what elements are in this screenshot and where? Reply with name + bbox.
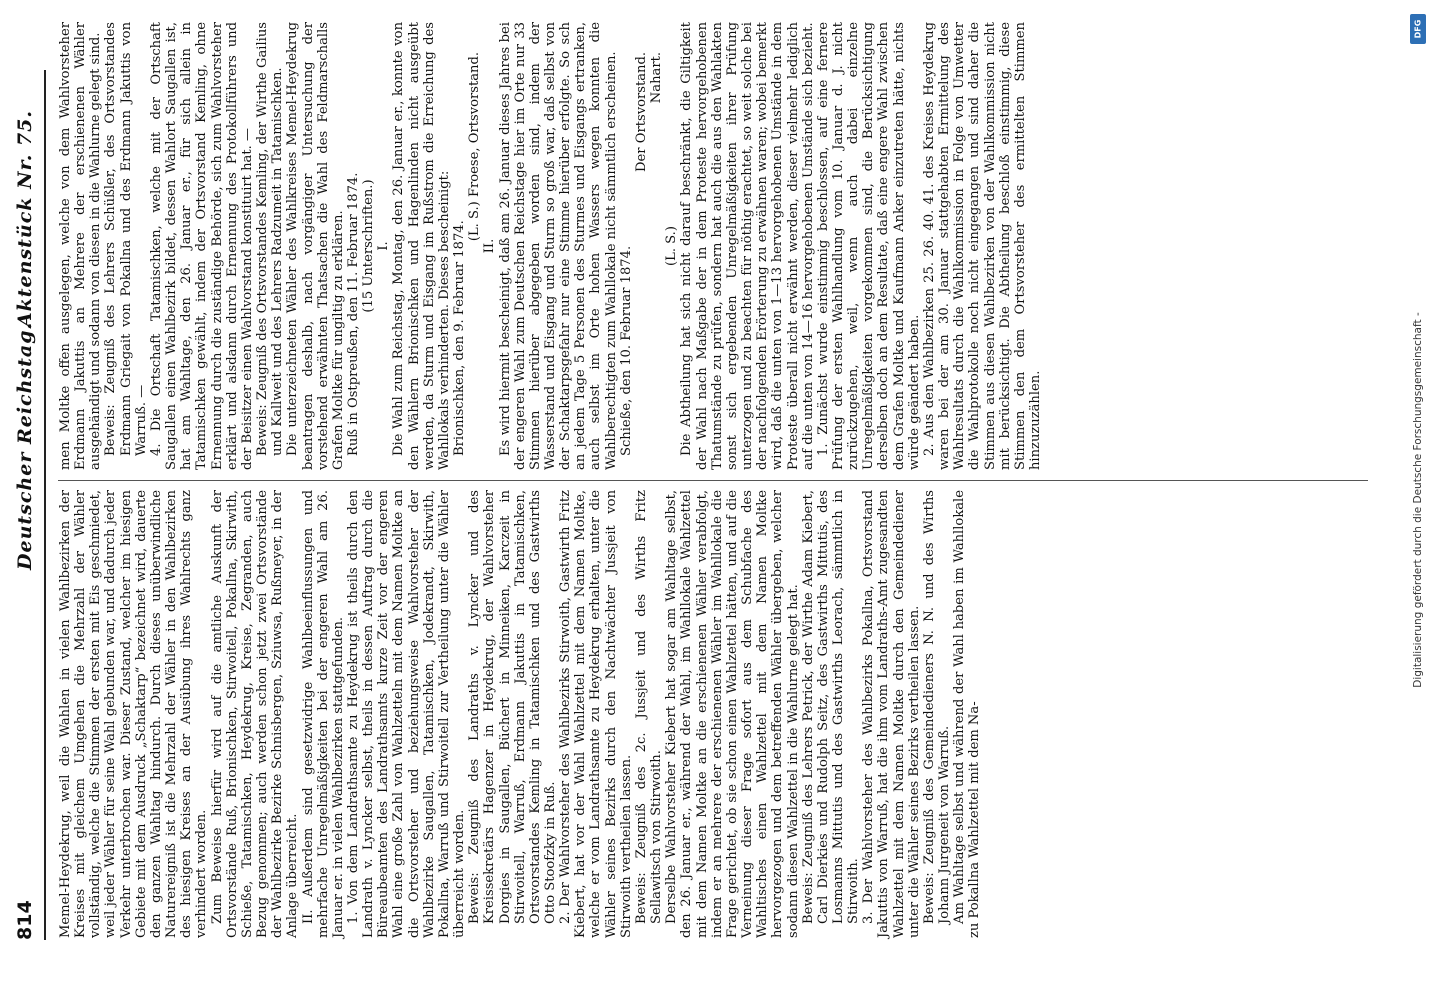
dfg-logo-text: DFG [1413,19,1423,39]
paragraph: Zum Beweise hierfür wird auf die amtliche Auskunft der Ortsvorstände Ruß, Brionischken, Stirwoitell, Pokallna, Skirwith, Schieße, Tatamischken, Heydekrug, Kreise, Zegranden, auch Bezug genommen; auch werden schon jetzt zwei Ortsvorstände der Wahlbezirke Bezirke Schnisbergen, Sziuwsa, Rußmeyer, in der Anlage überreicht. [209,490,301,938]
paragraph: Brionischken, den 9. Februar 1874. [452,220,468,456]
paragraph: Derselbe Wahlvorsteher Kiebert hat sogar am Wahltage selbst, den 26. Januar er., während der Wahl, im Wahllokale Wahlzettel mit dem Namen Moltke an die erschienenen Wähler verabfolgt, indem er an mehrere der erschienenen Wähler im Wahllokale die Frage gerichtet, ob sie schon einen Wahlzettel hätten, und auf die Verneinung dieser Frage sofort aus dem Schubfache des Wahltisches einen Wahlzettel mit dem Namen Moltke hervorgezogen und dem betreffenden Wähler übergeben, welcher sodann diesen Wahlzettel in die Wahlurne gelegt hat. [664,490,801,938]
paragraph: Die Abtheilung hat sich nicht darauf beschränkt, die Giltigkeit der Wahl nach Maßgabe der in dem Proteste hervorgehobenen Thatumstände zu prüfen, sondern hat auch die aus den Wahlakten sonst sich ergebenden Unregelmäßigkeiten ihrer Prüfung unterzogen und zu beachten für nöthig erachtet, so weit solche bei der nachfolgenden Erörterung zu erwähnen waren; wobei bemerkt wird, daß die unten von 1—13 hervorgehobenen Umstände in dem Proteste überall nicht erwähnt werden, dieser vielmehr lediglich auf die unten von 14—16 hervorgehobenen Umstände sich bezieht. [679,22,816,470]
proof-paragraph: Beweis: Zeugniß des Landraths v. Lyncker und des Kreissekretärs Hagenzer in Heydekrug, der Wahlvorsteher Dorgies in Saugallen, Büchert in Minneiken, Karczeit in Stirwoitell, Warruß, Erdmann Jakuttis in Tatamischken, Ortsvorstandes Kemling in Tatamischken und des Gastwirths Otto Stoofzky in Ruß. [467,490,558,924]
paragraph: II. Außerdem sind gesetzwidrige Wahlbeeinflussungen und mehrfache Unregelmäßigkeiten bei der engeren Wahl am 26. Januar er. in vielen Wahlbezirken stattgefunden. [300,490,346,938]
paragraph: 2. Aus den Wahlbezirken 25. 26. 40. 41. des Kreises Heydekrug waren bei der am 30. Januar stattgehabten Ermittelung des Wahlresultats durch die Wahlkommission in Folge von Umwetter die Wahlprotokolle noch nicht eingegangen und sind daher die Stimmen aus diesen Wahlbezirken von der Wahlkommission nicht mit berücksichtigt. Die Abtheilung beschloß einstimmig, diese Stimmen den dem Ortsvorsteher des ermittelten Stimmen hinzuzuzählen. [921,22,1043,470]
paragraph: Ruß in Ostpreußen, den 11. Februar 1874. [345,172,361,456]
signature-line: (L. S.) Froese, Ortsvorstand. [467,52,483,242]
running-title-left: Deutscher Reichstag. [14,321,36,570]
text-column-left [58,490,983,938]
paragraph: Die Wahl zum Reichstag, Montag, den 26. Januar er., konnte von den Wählern Brionischken und Hagenlinden nicht ausgeübt werden, da Sturm und Eisgang im Rußstrom die Erreichung des Wahllokals verhinderten. Dieses bescheinigt: [391,22,452,470]
signature-name: Nahart. [649,52,665,104]
section-numeral: I. [376,241,392,251]
paragraph: men Moltke offen ausgelegen, welche von dem Wahlvorsteher Erdmann Jakuttis an Mehrere der erschienenen Wähler ausgehändigt und sodann von diesen in die Wahlurne gelegt sind. [58,22,104,470]
section-numeral: II. [482,238,498,254]
proof-paragraph: Beweis: Zeugniß des Lehrers Schüßler, des Ortsvorstandes Erdmann Griegait von Pokallna und des Erdmann Jakuttis von Warruß. — [103,22,149,456]
column-divider [58,480,1368,481]
proof-paragraph: Beweis: Zeugniß des Ortsvorstandes Kemling, der Wirthe Gailius und Kallweit und des Lehrers Radzumeit in Tatamischken. [255,22,286,456]
signature-line: Der Ortsvorstand. [633,52,649,172]
paragraph: 1. Von dem Landrathsamte zu Heydekrug ist theils durch den Landrath v. Lyncker selbst, theils in dessen Auftrag durch die Büreaubeamten des Landrathsamts kurze Zeit vor der engeren Wahl eine große Zahl von Wahlzetteln mit dem Namen Moltke an die Ortsvorsteher und beziehungsweise Wahlvorsteher der Wahlbezirke Saugallen, Tatamischken, Jodekrandt, Skirwith, Pokallna, Warruß und Stirwoitell zur Vertheilung unter die Wähler überreicht worden. [345,490,468,938]
watermark-text: Digitalisierung gefördert durch die Deutsche Forschungsgemeinschaft - [1412,312,1424,688]
paragraph: 1. Zunächst wurde einstimmig beschlossen, auf eine fernere Prüfung der ersten Wahlhandlung vom 10. Januar d. J. nicht zurückzugehen, weil, wenn auch dabei einzelne Unregelmäßigkeiten vorgekommen sind, die Berücksichtigung derselben doch an dem Resultate, daß eine engere Wahl zwischen dem Grafen Moltke und Kaufmann Anker einzutreten hätte, nichts würde geändert haben. [815,22,922,470]
proof-paragraph: Beweis: Zeugniß des 2c. Jussjeit und des Wirths Fritz Sellawitsch von Stirwoith. [633,490,665,924]
paragraph: Memel-Heydekrug, weil die Wahlen in vielen Wahlbezirken der Kreises mit gleichem Umgehen die Mehrzahl der Wähler vollständig, welche die Stimmen der ersten mit Eis geschmiedet, weil jeder Wähler für seine Wahl gebunden war, und dadurch jeder Verkehr unterbrochen war. Dieser Zustand, welcher im hiesigen Gebiete mit dem Ausdruck „Schaktarp“ bezeichnet wird, dauerte den ganzen Wahltag hindurch. Durch dieses unüberwindliche Naturereigniß ist die Mehrzahl der Wähler in den Wahlbezirken des hiesigen Kreises an der Ausübung ihres Wahlrechts ganz verhindert worden. [58,490,210,938]
digitization-watermark [1404,0,1432,1000]
seal-note: (L. S.) [664,226,680,266]
paragraph: Die unterzeichneten Wähler des Wahlkreises Memel-Heydekrug beantragen deshalb, nach vorgängiger Untersuchung der vorstehend erwähnten Thatsachen die Wahl des Feldmarschalls Grafen Moltke für ungiltig zu erklären. [285,22,346,470]
page-number: 814 [14,900,36,940]
paragraph: 4. Die Ortschaft Tatamischken, welche mit der Ortschaft Saugallen einen Wahlbezirk bildet, dessen Wahlort Saugallen ist, hat am Wahltage, den 26. Januar er., für sich allein in Tatamischken gewählt, indem der Ortsvorstand Kemling, ohne Ernennung durch die zuständige Behörde, sich zum Wahlvorsteher erklärt und alsdann durch Ernennung des Protokollführers und der Beisitzer einen Wahlvorstand konstituirt hat. — [148,22,255,470]
proof-paragraph: Beweis: Zeugniß des Gemeindedieners N. N. und des Wirths Johann Jurgeneit von Warruß. [921,490,953,924]
header-rule [44,70,46,940]
page-header [14,70,44,940]
paragraph: 3. Der Wahlvorsteher des Wahlbezirks Pokallna, Ortsvorstand Jakuttis von Warruß, hat die ihm vom Landraths-Amt zugesandten Wahlzettel mit dem Namen Moltke durch den Gemeindediener unter die Wähler seines Bezirks vertheilen lassen. [861,490,922,938]
paragraph: Am Wahltage selbst und während der Wahl haben im Wahllokale zu Pokallna Wahlzettel mit dem Na- [952,490,983,938]
running-title-right: Aktenstück Nr. 75. [14,110,36,328]
proof-paragraph: Beweis: Zeugniß des Lehrers Petrick, der Wirthe Adam Kiebert, Carl Dierkies und Rudolph Seitz, des Gastwirths Mittutis, des Losmanns Mittutis und des Gastwirths Leorach, sämmtlich in Stirwoith. [800,490,862,924]
signature-note: (15 Unterschriften.) [361,179,377,313]
paragraph: 2. Der Wahlvorsteher des Wahlbezirks Stirwoith, Gastwirth Fritz Kiebert, hat vor der Wahl Wahlzettel mit dem Namen Moltke, welche er vom Landrathsamte zu Heydekrug erhalten, unter die Wähler seines Bezirks durch den Nachtwächter Jussjeit von Stirwoith vertheilen lassen. [558,490,634,938]
text-column-right [58,22,1043,470]
paragraph: Es wird hiermit bescheinigt, daß am 26. Januar dieses Jahres bei der engeren Wahl zum Deutschen Reichstage hier im Orte nur 33 Stimmen hierüber abgegeben worden sind, indem der Wasserstand und Eisgang und Sturm so groß war, daß selbst von der Schaktarpsgefahr nur eine Stimme hierüber erfolgte. So sch an jedem Tage 5 Personen des Sturmes und Eisgangs ertranken, auch selbst im Orte hohen Wassers wegen konnten die Wahlberechtigten zum Wahllokale nicht sämmtlich erscheinen. [497,22,619,470]
paragraph: Schieße, den 10. Februar 1874. [618,245,634,456]
